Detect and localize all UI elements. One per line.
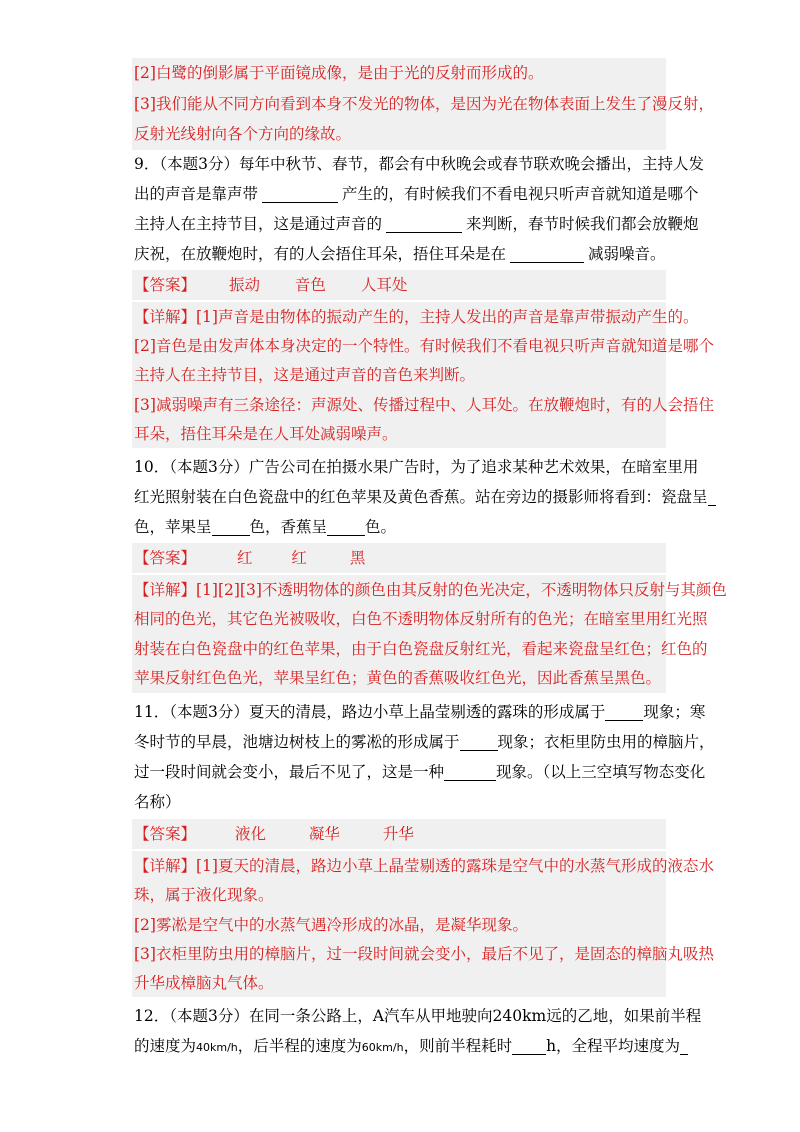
question-10-line: 红光照射装在白色瓷盘中的红色苹果及黄色香蕉。站在旁边的摄影师将看到：瓷盘呈: [134, 482, 716, 512]
question-9-line: 出的声音是靠声带 产生的，有时候我们不看电视只听声音就知道是哪个: [134, 185, 699, 203]
detail-line: 反射光线射向各个方向的缘故。: [134, 125, 352, 143]
question-10-line: 10．（本题3分）广告公司在拍摄水果广告时，为了追求某种艺术效果，在暗室里用: [134, 458, 699, 476]
detail-line: 【详解】[1][2][3]不透明物体的颜色由其反射的色光决定，不透明物体只反射与其颜色: [134, 581, 727, 599]
answer-blank: [680, 1036, 688, 1055]
question-11-line: 冬时节的早晨，池塘边树枝上的雾凇的形成属于 现象；衣柜里防虫用的樟脑片，: [134, 733, 715, 751]
answer-blank: [327, 517, 365, 536]
speed-value: 60km/h: [361, 1041, 404, 1054]
question-11-line: 11．（本题3分）夏天的清晨，路边小草上晶莹剔透的露珠的形成属于 现象；寒: [134, 703, 706, 721]
answer-value: 红: [236, 549, 253, 567]
answer-blank: [512, 1036, 546, 1055]
answer-value: 黑: [349, 549, 366, 567]
answer-value: 音色: [294, 276, 326, 294]
question-12-line: 12．（本题3分）在同一条公路上，A汽车从甲地驶向240km远的乙地，如果前半程: [134, 1007, 702, 1025]
question-9-line: 庆祝，在放鞭炮时，有的人会捂住耳朵，捂住耳朵是在 减弱噪音。: [134, 245, 666, 263]
answer-blank: [460, 732, 498, 751]
answer-blank: [510, 244, 584, 263]
detail-line: [2]雾凇是空气中的水蒸气遇冷形成的冰晶，是凝华现象。: [134, 916, 528, 934]
question-11-line: 名称）: [134, 793, 181, 811]
answer-value: 红: [291, 549, 307, 567]
detail-line: 耳朵，捂住耳朵是在人耳处减弱噪声。: [134, 425, 398, 443]
detail-line: [2]白鹭的倒影属于平面镜成像，是由于光的反射而形成的。: [134, 64, 544, 82]
answer-value: 凝华: [308, 825, 340, 843]
answer-value: 液化: [234, 825, 266, 843]
speed-value: 40km/h: [196, 1041, 238, 1054]
answer-blank: [444, 762, 496, 781]
answer-line: [134, 543, 365, 573]
detail-line: 【详解】[1]声音是由物体的振动产生的，主持人发出的声音是靠声带振动产生的。: [134, 308, 699, 326]
answer-label: 【答案】: [134, 549, 197, 567]
detail-line: [3]减弱噪声有三条途径：声源处、传播过程中、人耳处。在放鞭炮时，有的人会捂住: [134, 396, 714, 414]
detail-line: 【详解】[1]夏天的清晨，路边小草上晶莹剔透的露珠是空气中的水蒸气形成的液态水: [134, 857, 714, 875]
detail-line: [2]音色是由发声体本身决定的一个特性。有时候我们不看电视只听声音就知道是哪个: [134, 337, 714, 355]
answer-blank: [212, 517, 250, 536]
detail-line: 苹果反射红色色光，苹果呈红色；黄色的香蕉吸收红色光，因此香蕉呈黑色。: [134, 669, 662, 687]
detail-line: 升华成樟脑丸气体。: [134, 974, 274, 992]
answer-value: 人耳处: [360, 276, 408, 294]
detail-line: 主持人在主持节目，这是通过声音的音色来判断。: [134, 366, 476, 384]
detail-line: 珠，属于液化现象。: [134, 886, 274, 904]
detail-line: 射装在白色瓷盘中的红色苹果，由于白色瓷盘反射红光，看起来瓷盘呈红色；红色的: [134, 640, 708, 658]
answer-blank: [262, 184, 338, 203]
answer-blank: [708, 487, 716, 506]
answer-blank: [605, 702, 643, 721]
answer-line: [134, 819, 414, 849]
question-9-line: 9．（本题3分）每年中秋节、春节，都会有中秋晚会或春节联欢晚会播出，主持人发: [134, 155, 704, 173]
detail-line: [3]我们能从不同方向看到本身不发光的物体，是因为光在物体表面上发生了漫反射，: [134, 95, 714, 113]
answer-value: 升华: [382, 825, 414, 843]
answer-value: 振动: [228, 276, 260, 294]
question-10-line: 色，苹果呈 色，香蕉呈 色。: [134, 518, 397, 536]
question-9-line: 主持人在主持节目，这是通过声音的 来判断，春节时候我们都会放鞭炮: [134, 215, 699, 233]
answer-label: 【答案】: [134, 825, 197, 843]
answer-line: [134, 270, 407, 300]
question-11-line: 过一段时间就会变小，最后不见了，这是一种 现象。（以上三空填写物态变化: [134, 763, 706, 781]
detail-line: 相同的色光，其它色光被吸收，白色不透明物体反射所有的色光；在暗室里用红光照: [134, 610, 708, 628]
question-12-line: 的速度为40km/h，后半程的速度为60km/h，则前半程耗时 h，全程平均速度为: [134, 1031, 688, 1061]
answer-label: 【答案】: [134, 276, 197, 294]
answer-blank: [386, 214, 462, 233]
detail-line: [3]衣柜里防虫用的樟脑片，过一段时间就会变小，最后不见了，是固态的樟脑丸吸热: [134, 945, 714, 963]
